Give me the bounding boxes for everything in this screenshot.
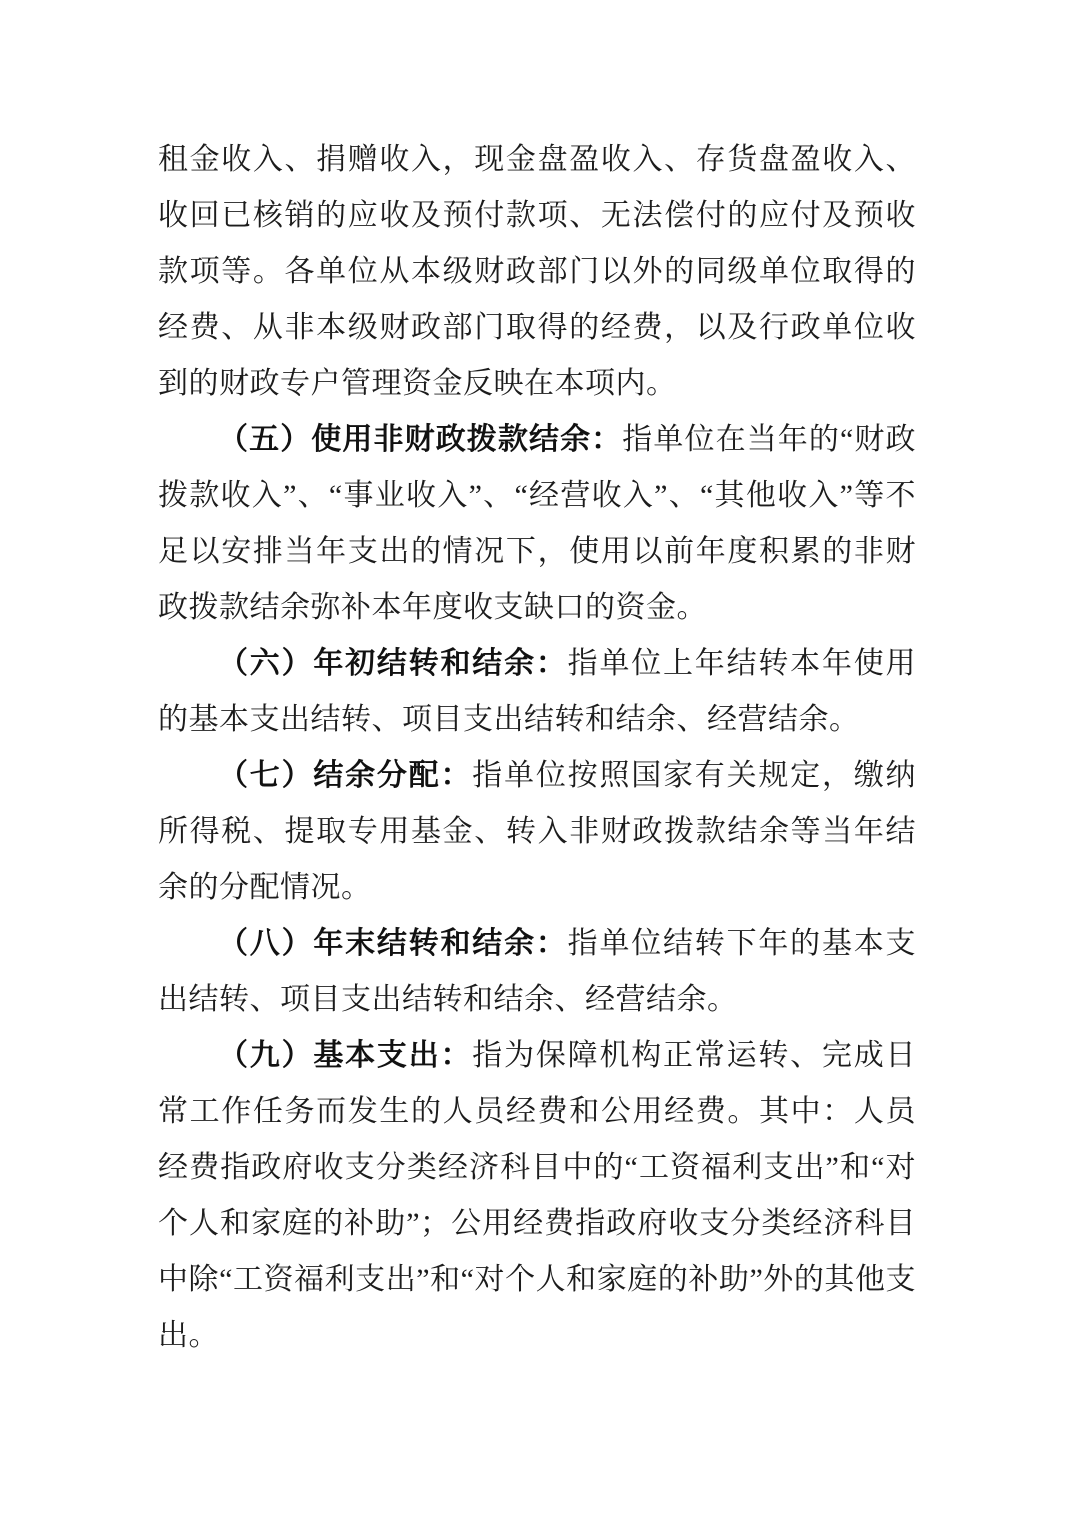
paragraph <box>158 132 916 412</box>
paragraph-text: 指单位上年结转本年使用的基本支出结转、项目支出结转和结余、经营结余。 <box>158 647 917 736</box>
paragraph <box>158 916 916 1028</box>
paragraph-heading: （六）年初结转和结余： <box>218 647 568 680</box>
paragraph <box>158 748 916 916</box>
paragraph-text: 指单位结转下年的基本支出结转、项目支出结转和结余、经营结余。 <box>158 927 917 1016</box>
paragraph-text: 指为保障机构正常运转、完成日常工作任务而发生的人员经费和公用经费。其中：人员经费指政府收支分类经济科目中的“工资福利支出”和“对个人和家庭的补助”；公用经费指政府收支分类经济科目中除“工资福利支出”和“对个人和家庭的补助”外的其他支出。 <box>158 1039 917 1352</box>
paragraph <box>158 1028 916 1364</box>
paragraph-heading: （八）年末结转和结余： <box>218 927 568 960</box>
paragraph-heading: （五）使用非财政拨款结余： <box>218 423 623 456</box>
paragraph-heading: （七）结余分配： <box>218 759 473 792</box>
paragraph-text: 指单位按照国家有关规定，缴纳所得税、提取专用基金、转入非财政拨款结余等当年结余的分配情况。 <box>158 759 917 904</box>
paragraph <box>158 412 916 636</box>
paragraph-heading: （九）基本支出： <box>218 1039 473 1072</box>
paragraph-text: 指单位在当年的“财政拨款收入”、“事业收入”、“经营收入”、“其他收入”等不足以安排当年支出的情况下，使用以前年度积累的非财政拨款结余弥补本年度收支缺口的资金。 <box>158 423 917 624</box>
paragraph-text: 租金收入、捐赠收入，现金盘盈收入、存货盘盈收入、收回已核销的应收及预付款项、无法偿付的应付及预收款项等。各单位从本级财政部门以外的同级单位取得的经费、从非本级财政部门取得的经费，以及行政单位收到的财政专户管理资金反映在本项内。 <box>158 143 916 400</box>
paragraph <box>158 636 916 748</box>
